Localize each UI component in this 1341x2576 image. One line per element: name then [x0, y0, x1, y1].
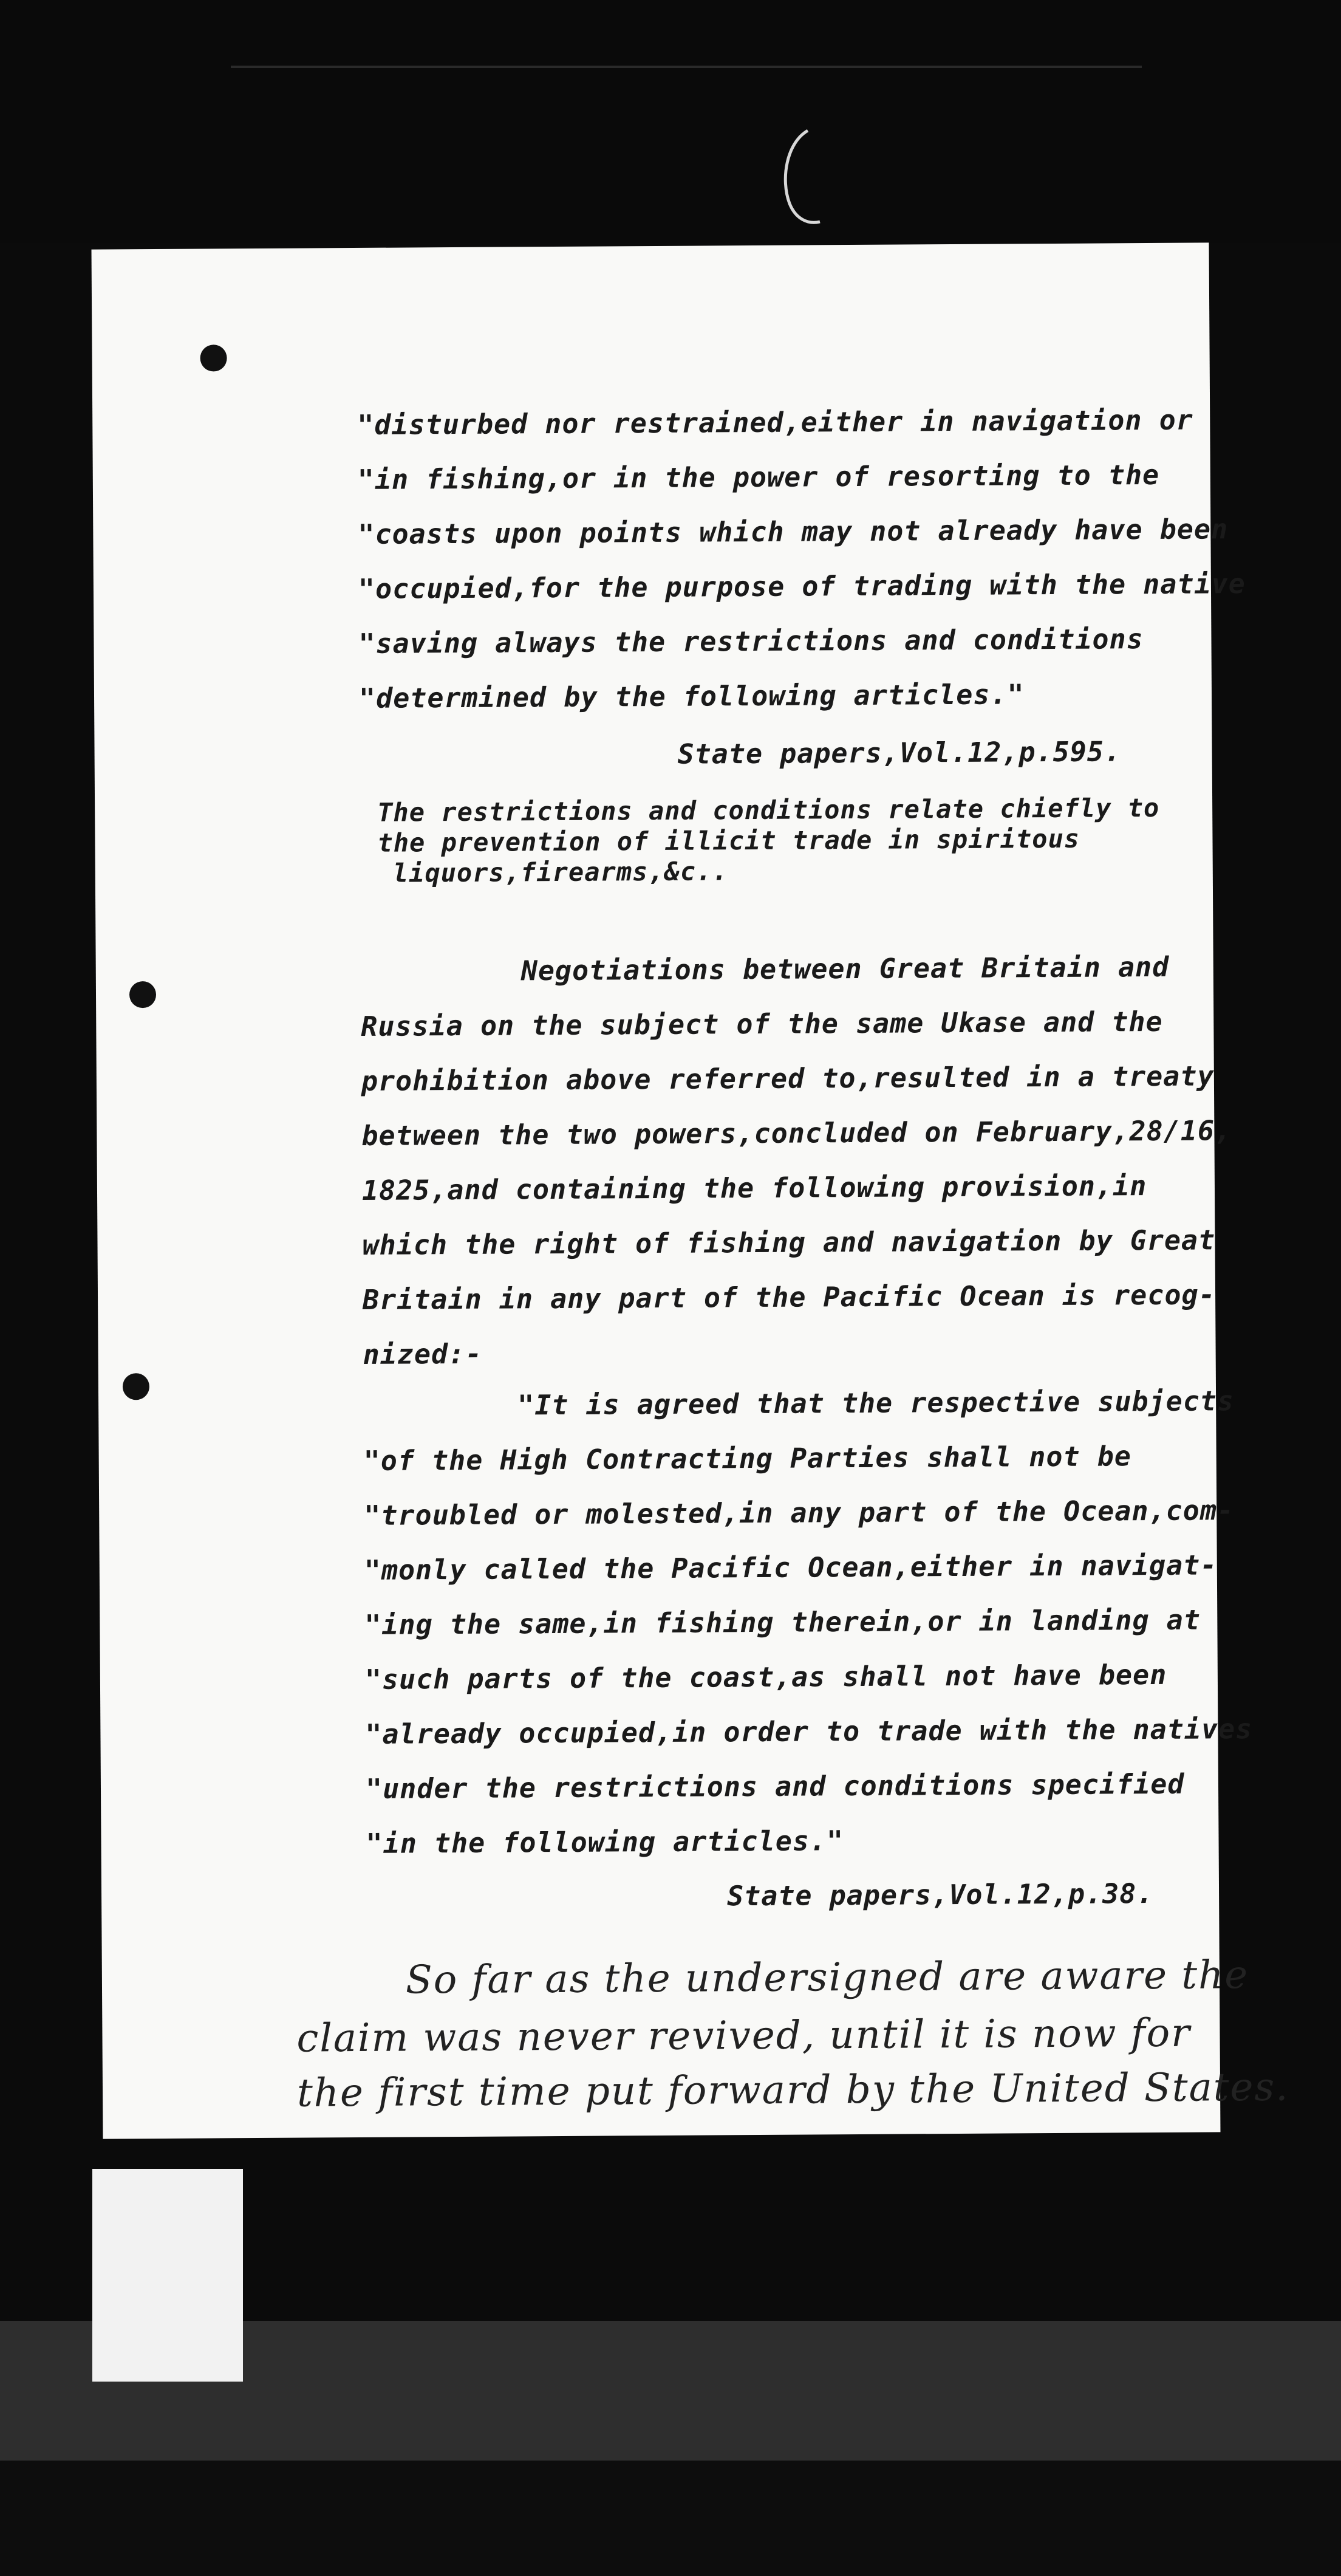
punch-hole-middle	[129, 981, 156, 1008]
quote1-line: "coasts upon points which may not already have been	[358, 513, 1229, 550]
paragraph-line: nized:-	[363, 1337, 483, 1371]
paragraph-line: Britain in any part of the Pacific Ocean is recog-	[362, 1278, 1216, 1316]
quote1-line: "determined by the following articles."	[358, 678, 1025, 714]
quote1-line: "in fishing,or in the power of resorting to the	[357, 458, 1160, 496]
label-card	[92, 2169, 243, 2382]
quote2-line: "troubled or molested,in any part of the Ocean,com-	[364, 1494, 1235, 1532]
note-line: liquors,firearms,&c..	[392, 856, 728, 888]
paragraph-line: prohibition above referred to,resulted in a treaty	[361, 1060, 1215, 1097]
citation: State papers,Vol.12,p.595.	[677, 735, 1122, 770]
quote2-line: "monly called the Pacific Ocean,either in navigat-	[364, 1549, 1218, 1586]
note-line: the prevention of illicit trade in spiritous	[377, 823, 1080, 858]
paragraph-line: which the right of fishing and navigation by Great	[362, 1224, 1216, 1261]
quote1-line: "occupied,for the purpose of trading with the native	[358, 567, 1246, 605]
quote2-line: "already occupied,in order to trade with the natives	[365, 1713, 1253, 1750]
handwritten-line: claim was never revived, until it is now for	[296, 2010, 1191, 2061]
handwritten-line: the first time put forward by the United States.	[296, 2064, 1289, 2116]
punch-hole-top	[200, 344, 227, 371]
punch-hole-bottom	[123, 1373, 149, 1400]
clip-mark-icon	[771, 125, 826, 228]
note-line: The restrictions and conditions relate chiefly to	[377, 792, 1160, 827]
paragraph-line: Negotiations between Great Britain and	[520, 950, 1170, 987]
quote2-line: "under the restrictions and conditions specified	[365, 1767, 1185, 1805]
scan-artifact-line	[231, 66, 1142, 68]
paragraph-line: between the two powers,concluded on February,28/16,	[361, 1114, 1232, 1152]
quote2-line: "in the following articles."	[366, 1824, 844, 1860]
quote2-line: "of the High Contracting Parties shall not be	[363, 1440, 1132, 1477]
quote1-line: "disturbed nor restrained,either in navigation or	[357, 403, 1193, 441]
document-page	[92, 242, 1289, 2139]
paragraph-line: Russia on the subject of the same Ukase and the	[361, 1005, 1163, 1043]
quote2-line: "such parts of the coast,as shall not have been	[364, 1658, 1167, 1696]
scan-bottom-strip	[0, 2461, 1341, 2576]
scan-background-top	[0, 0, 1341, 243]
citation: State papers,Vol.12,p.38.	[726, 1877, 1154, 1913]
quote2-line: "It is agreed that the respective subjects	[517, 1385, 1235, 1422]
quote2-line: "ing the same,in fishing therein,or in landing at	[364, 1603, 1201, 1641]
paragraph-line: 1825,and containing the following provision,in	[361, 1170, 1147, 1207]
quote1-line: "saving always the restrictions and conditions	[358, 623, 1144, 660]
handwritten-line: So far as the undersigned are aware the	[405, 1953, 1249, 2003]
